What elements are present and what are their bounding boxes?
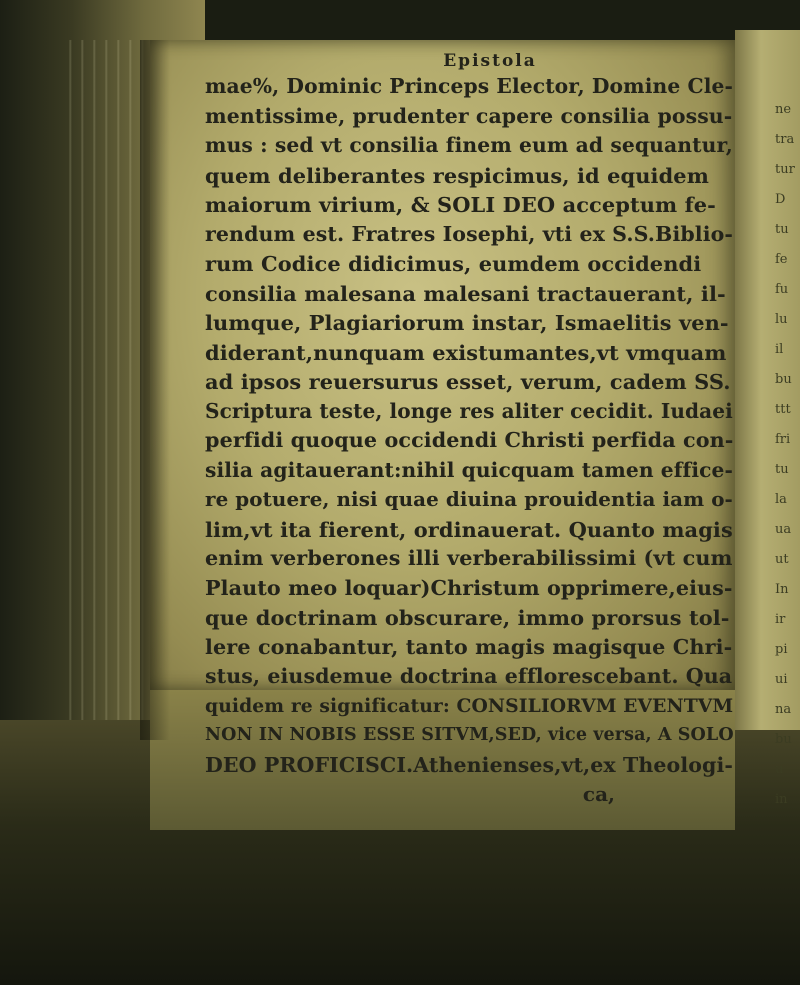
body-text	[205, 72, 735, 780]
text-line: consilia malesana malesani tractauerant, il-	[205, 280, 726, 306]
facing-page-fragment: il	[775, 342, 784, 357]
facing-page-fragment: In	[775, 582, 789, 597]
facing-page-fragment: tu	[775, 462, 789, 477]
facing-page-fragment: lu	[775, 312, 788, 327]
page-text	[205, 50, 735, 808]
facing-page-fragment: tur	[775, 162, 795, 177]
facing-page-fragment: fe	[775, 252, 788, 267]
facing-page-fragment: D	[775, 192, 786, 207]
text-line: mae%, Dominic Princeps Elector, Domine Cle-	[205, 74, 734, 98]
facing-page-fragment: fri	[775, 432, 791, 447]
text-line: DEO PROFICISCI.Athenienses,vt,ex Theologi-	[205, 752, 733, 777]
text-line: NON IN NOBIS ESSE SITVM,SED, vice versa, A SOLO	[205, 725, 734, 745]
facing-page-fragment: in	[775, 792, 788, 807]
facing-page-fragment: tra	[775, 132, 795, 147]
text-line: stus, eiusdemue doctrina efflorescebant. Qua	[205, 664, 733, 688]
facing-page-fragment: pi	[775, 642, 788, 657]
facing-page-fragment: ir	[775, 612, 786, 627]
facing-page-fragment: ut	[775, 552, 789, 567]
text-line: lim,vt ita fierent, ordinauerat. Quanto magis	[205, 516, 733, 542]
text-line: enim verberones illi verberabilissimi (vt cum	[205, 546, 733, 570]
facing-page-fragment: la	[775, 492, 787, 507]
text-line: lere conabantur, tanto magis magisque Chri-	[205, 634, 733, 659]
text-line: Plauto meo loquar)Christum opprimere,eius-	[205, 575, 733, 600]
text-line: ad ipsos reuersurus esset, verum, cadem SS.	[205, 369, 731, 394]
text-line: re potuere, nisi quae diuina prouidentia iam o-	[205, 487, 733, 511]
text-line: quem deliberantes respicimus, id equidem	[205, 162, 709, 188]
facing-page-fragment: u	[775, 762, 784, 777]
facing-page-fragment: bu	[775, 372, 792, 387]
facing-page-fragment: fu	[775, 282, 789, 297]
facing-page-fragment: ua	[775, 522, 792, 537]
text-line: quidem re significatur: CONSILIORVM EVENTVM	[205, 694, 734, 717]
facing-page-fragment: na	[775, 702, 792, 717]
text-line: diderant,nunquam existumantes,vt vmquam	[205, 339, 727, 365]
spine-shadow	[140, 40, 170, 740]
running-head: Epistola	[443, 51, 537, 71]
text-line: mus : sed vt consilia finem eum ad sequantur,	[205, 133, 733, 157]
facing-page-fragment: ttt	[775, 402, 791, 417]
facing-page-fragment: ui	[775, 672, 788, 687]
facing-page-text	[775, 95, 800, 815]
facing-page-fragment: ne	[775, 102, 792, 117]
text-line: maiorum virium, & SOLI DEO acceptum fe-	[205, 192, 716, 217]
text-line: rendum est. Fratres Iosephi, vti ex S.S.Biblio-	[205, 221, 733, 246]
facing-page-fragment: bu	[775, 732, 792, 747]
text-line: rum Codice didicimus, eumdem occidendi	[205, 251, 702, 276]
facing-page-fragment: tu	[775, 222, 789, 237]
text-line: Scriptura teste, longe res aliter cecidit. Iudaei	[205, 398, 733, 423]
text-line: que doctrinam obscurare, immo prorsus tol-	[205, 605, 730, 630]
text-line: lumque, Plagiariorum instar, Ismaelitis ven-	[205, 310, 729, 335]
catchword: ca,	[582, 782, 615, 806]
text-line: silia agitauerant:nihil quicquam tamen effice-	[205, 457, 733, 482]
text-line: perfidi quoque occidendi Christi perfida con-	[205, 428, 734, 452]
text-line: mentissime, prudenter capere consilia possu-	[205, 103, 733, 128]
